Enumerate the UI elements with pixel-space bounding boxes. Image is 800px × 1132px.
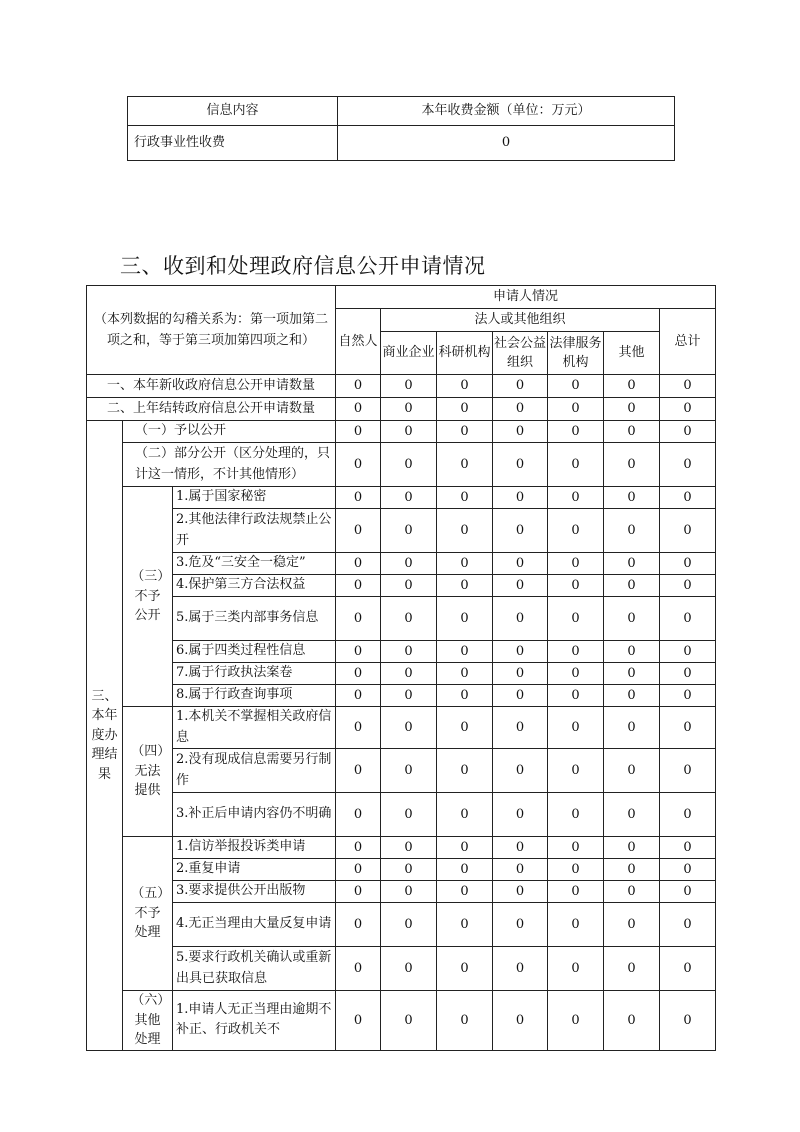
cell-value: 0 — [548, 509, 604, 553]
table-row — [87, 509, 716, 553]
row-not-disclosed-reason: 4.保护第三方合法权益 — [173, 575, 336, 597]
fee-row-value: 0 — [338, 126, 675, 161]
cell-value: 0 — [493, 375, 548, 398]
cell-value: 0 — [604, 685, 660, 707]
cell-value: 0 — [437, 947, 493, 991]
cell-value: 0 — [437, 859, 493, 881]
cell-value: 0 — [493, 487, 548, 509]
org-header: 法人或其他组织 — [381, 309, 660, 332]
cell-value: 0 — [660, 859, 716, 881]
cell-value: 0 — [660, 375, 716, 398]
cell-value: 0 — [660, 793, 716, 837]
cell-value: 0 — [336, 837, 381, 859]
row-not-processed-reason: 3.要求提供公开出版物 — [173, 881, 336, 903]
table-row — [87, 881, 716, 903]
cell-value: 0 — [381, 553, 437, 575]
sub-not-disclosed: （三）不予公开 — [123, 487, 173, 707]
col-natural-person: 自然人 — [336, 309, 381, 375]
cell-value: 0 — [336, 375, 381, 398]
cell-value: 0 — [336, 685, 381, 707]
cell-value: 0 — [548, 421, 604, 443]
cell-value: 0 — [437, 421, 493, 443]
cell-value: 0 — [604, 641, 660, 663]
cell-value: 0 — [336, 421, 381, 443]
cell-value: 0 — [548, 947, 604, 991]
cell-value: 0 — [548, 859, 604, 881]
cell-value: 0 — [548, 597, 604, 641]
table-row — [87, 837, 716, 859]
row-carried-over: 二、上年结转政府信息公开申请数量 — [87, 398, 336, 421]
cell-value: 0 — [660, 991, 716, 1051]
fee-header-content: 信息内容 — [128, 97, 338, 126]
col-social-welfare: 社会公益组织 — [493, 332, 548, 375]
cell-value: 0 — [381, 859, 437, 881]
table-row — [87, 553, 716, 575]
cell-value: 0 — [336, 575, 381, 597]
cell-value: 0 — [437, 575, 493, 597]
table-row — [87, 793, 716, 837]
row-not-disclosed-reason: 8.属于行政查询事项 — [173, 685, 336, 707]
cell-value: 0 — [493, 443, 548, 487]
cell-value: 0 — [336, 641, 381, 663]
row-new-applications: 一、本年新收政府信息公开申请数量 — [87, 375, 336, 398]
cell-value: 0 — [660, 837, 716, 859]
cell-value: 0 — [493, 597, 548, 641]
row-not-processed-reason: 4.无正当理由大量反复申请 — [173, 903, 336, 947]
cell-value: 0 — [437, 509, 493, 553]
cell-value: 0 — [381, 443, 437, 487]
cell-value: 0 — [493, 793, 548, 837]
cell-value: 0 — [336, 443, 381, 487]
table-row — [87, 903, 716, 947]
cell-value: 0 — [493, 421, 548, 443]
table-row — [87, 443, 716, 487]
applicant-header: 申请人情况 — [336, 286, 716, 309]
cell-value: 0 — [548, 991, 604, 1051]
cell-value: 0 — [381, 398, 437, 421]
cell-value: 0 — [660, 749, 716, 793]
cell-value: 0 — [336, 553, 381, 575]
cell-value: 0 — [604, 553, 660, 575]
cell-value: 0 — [660, 487, 716, 509]
row-cannot-provide-reason: 1.本机关不掌握相关政府信息 — [173, 707, 336, 749]
row-not-disclosed-reason: 5.属于三类内部事务信息 — [173, 597, 336, 641]
table-row — [87, 749, 716, 793]
fee-row-label: 行政事业性收费 — [128, 126, 338, 161]
row-cannot-provide-reason: 3.补正后申请内容仍不明确 — [173, 793, 336, 837]
cell-value: 0 — [604, 443, 660, 487]
cell-value: 0 — [336, 903, 381, 947]
cell-value: 0 — [604, 903, 660, 947]
cell-value: 0 — [493, 707, 548, 749]
sub-not-processed: （五）不予处理 — [123, 837, 173, 991]
cell-value: 0 — [548, 837, 604, 859]
col-legal-service: 法律服务机构 — [548, 332, 604, 375]
cell-value: 0 — [381, 685, 437, 707]
cell-value: 0 — [548, 553, 604, 575]
cell-value: 0 — [437, 597, 493, 641]
cell-value: 0 — [493, 947, 548, 991]
cell-value: 0 — [381, 749, 437, 793]
row-not-processed-reason: 1.信访举报投诉类申请 — [173, 837, 336, 859]
row-not-disclosed-reason: 6.属于四类过程性信息 — [173, 641, 336, 663]
cell-value: 0 — [660, 597, 716, 641]
cell-value: 0 — [548, 375, 604, 398]
cell-value: 0 — [381, 421, 437, 443]
row-not-disclosed-reason: 3.危及“三安全一稳定” — [173, 553, 336, 575]
cell-value: 0 — [381, 837, 437, 859]
col-other: 其他 — [604, 332, 660, 375]
cell-value: 0 — [336, 707, 381, 749]
col-research: 科研机构 — [437, 332, 493, 375]
cell-value: 0 — [493, 991, 548, 1051]
cell-value: 0 — [604, 398, 660, 421]
cell-value: 0 — [604, 707, 660, 749]
cell-value: 0 — [437, 903, 493, 947]
cell-value: 0 — [660, 903, 716, 947]
cell-value: 0 — [660, 421, 716, 443]
table-note: （本列数据的勾稽关系为：第一项加第二项之和，等于第三项加第四项之和） — [87, 286, 336, 375]
cell-value: 0 — [548, 443, 604, 487]
cell-value: 0 — [548, 641, 604, 663]
table-row — [87, 597, 716, 641]
cell-value: 0 — [381, 793, 437, 837]
cell-value: 0 — [604, 575, 660, 597]
cell-value: 0 — [336, 749, 381, 793]
cell-value: 0 — [437, 707, 493, 749]
cell-value: 0 — [381, 641, 437, 663]
table-row — [87, 641, 716, 663]
table-row — [87, 375, 716, 398]
cell-value: 0 — [660, 641, 716, 663]
cell-value: 0 — [548, 881, 604, 903]
group-processing-results: 三、本年度办理结果 — [87, 421, 123, 1051]
row-not-processed-reason: 5.要求行政机关确认或重新出具已获取信息 — [173, 947, 336, 991]
cell-value: 0 — [381, 663, 437, 685]
cell-value: 0 — [604, 597, 660, 641]
cell-value: 0 — [660, 707, 716, 749]
cell-value: 0 — [548, 487, 604, 509]
cell-value: 0 — [493, 685, 548, 707]
cell-value: 0 — [660, 663, 716, 685]
cell-value: 0 — [437, 881, 493, 903]
cell-value: 0 — [336, 947, 381, 991]
cell-value: 0 — [493, 575, 548, 597]
cell-value: 0 — [493, 749, 548, 793]
cell-value: 0 — [660, 685, 716, 707]
table-row — [87, 707, 716, 749]
col-total: 总计 — [660, 309, 716, 375]
fee-header-amount: 本年收费金额（单位：万元） — [338, 97, 675, 126]
cell-value: 0 — [437, 685, 493, 707]
cell-value: 0 — [336, 991, 381, 1051]
table-row — [87, 398, 716, 421]
cell-value: 0 — [381, 597, 437, 641]
cell-value: 0 — [604, 837, 660, 859]
cell-value: 0 — [548, 707, 604, 749]
table-row — [87, 663, 716, 685]
cell-value: 0 — [336, 398, 381, 421]
cell-value: 0 — [604, 487, 660, 509]
cell-value: 0 — [493, 663, 548, 685]
cell-value: 0 — [437, 553, 493, 575]
table-row — [87, 991, 716, 1051]
cell-value: 0 — [493, 641, 548, 663]
cell-value: 0 — [381, 881, 437, 903]
cell-value: 0 — [437, 641, 493, 663]
cell-value: 0 — [381, 903, 437, 947]
cell-value: 0 — [548, 663, 604, 685]
cell-value: 0 — [336, 881, 381, 903]
cell-value: 0 — [437, 443, 493, 487]
cell-value: 0 — [437, 487, 493, 509]
section-title: 三、收到和处理政府信息公开申请情况 — [120, 254, 486, 278]
cell-value: 0 — [548, 575, 604, 597]
row-other-processing-reason: 1.申请人无正当理由逾期不补正、行政机关不 — [173, 991, 336, 1051]
cell-value: 0 — [660, 947, 716, 991]
cell-value: 0 — [381, 509, 437, 553]
cell-value: 0 — [493, 837, 548, 859]
cell-value: 0 — [437, 837, 493, 859]
row-cannot-provide-reason: 2.没有现成信息需要另行制作 — [173, 749, 336, 793]
table-row — [87, 859, 716, 881]
cell-value: 0 — [493, 903, 548, 947]
cell-value: 0 — [604, 749, 660, 793]
cell-value: 0 — [437, 375, 493, 398]
cell-value: 0 — [336, 663, 381, 685]
cell-value: 0 — [493, 881, 548, 903]
cell-value: 0 — [381, 707, 437, 749]
cell-value: 0 — [437, 991, 493, 1051]
cell-value: 0 — [336, 793, 381, 837]
cell-value: 0 — [381, 487, 437, 509]
row-partially-disclosed: （二）部分公开（区分处理的，只计这一情形，不计其他情形） — [123, 443, 336, 487]
cell-value: 0 — [548, 685, 604, 707]
cell-value: 0 — [604, 881, 660, 903]
cell-value: 0 — [604, 509, 660, 553]
cell-value: 0 — [660, 553, 716, 575]
cell-value: 0 — [336, 487, 381, 509]
row-disclosed: （一）予以公开 — [123, 421, 336, 443]
cell-value: 0 — [336, 509, 381, 553]
cell-value: 0 — [604, 859, 660, 881]
application-table — [86, 285, 716, 1051]
cell-value: 0 — [437, 749, 493, 793]
cell-value: 0 — [437, 663, 493, 685]
col-business: 商业企业 — [381, 332, 437, 375]
cell-value: 0 — [660, 881, 716, 903]
cell-value: 0 — [604, 947, 660, 991]
sub-other-processing: （六）其他处理 — [123, 991, 173, 1051]
table-row — [87, 947, 716, 991]
row-not-processed-reason: 2.重复申请 — [173, 859, 336, 881]
cell-value: 0 — [381, 375, 437, 398]
cell-value: 0 — [604, 375, 660, 398]
cell-value: 0 — [660, 575, 716, 597]
cell-value: 0 — [604, 663, 660, 685]
fee-table — [127, 96, 675, 161]
cell-value: 0 — [336, 859, 381, 881]
cell-value: 0 — [548, 398, 604, 421]
cell-value: 0 — [660, 509, 716, 553]
cell-value: 0 — [604, 421, 660, 443]
cell-value: 0 — [493, 859, 548, 881]
cell-value: 0 — [548, 903, 604, 947]
table-row — [87, 487, 716, 509]
cell-value: 0 — [437, 793, 493, 837]
table-row — [87, 685, 716, 707]
table-row — [87, 421, 716, 443]
cell-value: 0 — [493, 553, 548, 575]
row-not-disclosed-reason: 2.其他法律行政法规禁止公开 — [173, 509, 336, 553]
cell-value: 0 — [548, 793, 604, 837]
cell-value: 0 — [604, 991, 660, 1051]
sub-cannot-provide: （四）无法提供 — [123, 707, 173, 837]
cell-value: 0 — [381, 575, 437, 597]
cell-value: 0 — [660, 443, 716, 487]
cell-value: 0 — [493, 398, 548, 421]
cell-value: 0 — [381, 991, 437, 1051]
cell-value: 0 — [381, 947, 437, 991]
table-row — [87, 575, 716, 597]
row-not-disclosed-reason: 7.属于行政执法案卷 — [173, 663, 336, 685]
cell-value: 0 — [336, 597, 381, 641]
row-not-disclosed-reason: 1.属于国家秘密 — [173, 487, 336, 509]
cell-value: 0 — [437, 398, 493, 421]
cell-value: 0 — [493, 509, 548, 553]
cell-value: 0 — [548, 749, 604, 793]
cell-value: 0 — [604, 793, 660, 837]
cell-value: 0 — [660, 398, 716, 421]
